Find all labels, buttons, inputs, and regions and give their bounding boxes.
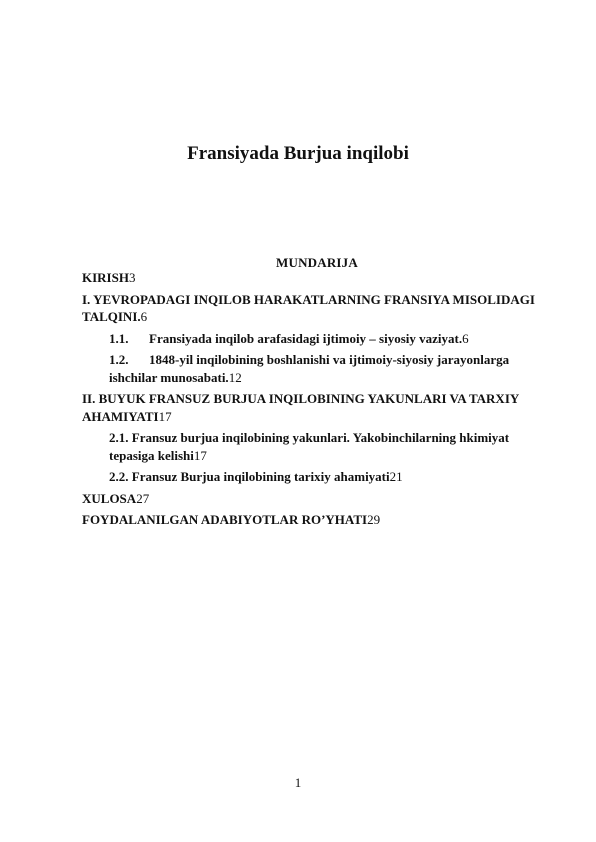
toc-entry-kirish[interactable]	[82, 269, 552, 287]
toc-entry-number: 1.1.	[109, 330, 129, 346]
toc-entry-section-1-1[interactable]	[82, 330, 552, 348]
toc-entry-page: 21	[389, 469, 403, 484]
toc-entry-title: FOYDALANILGAN ADABIYOTLAR RO’YHATI	[82, 512, 368, 527]
toc-entry-chapter-2[interactable]	[82, 390, 552, 425]
toc-entry-section-2-1[interactable]	[82, 429, 552, 464]
toc-entry-xulosa[interactable]	[82, 490, 552, 508]
toc-entry-page: 27	[136, 490, 150, 506]
toc-entry-page: 29	[367, 512, 381, 527]
toc-entry-page: 12	[228, 369, 242, 385]
toc-entry-number: 1.2.	[109, 352, 129, 367]
toc-entry-title: II. BUYUK FRANSUZ BURJUA INQILOBINING YAKUNLARI VA TARXIY AHAMIYATI	[82, 391, 519, 424]
toc-entry-page: 3	[128, 270, 136, 285]
toc-entry-chapter-1[interactable]	[82, 291, 552, 326]
toc-entry-section-2-2[interactable]	[82, 468, 552, 486]
document-title: Fransiyada Burjua inqilobi	[187, 143, 409, 164]
toc-entry-title: Fransiyada inqilob arafasidagi ijtimoiy – siyosiy vaziyat.	[149, 330, 463, 346]
toc-entry-adabiyotlar[interactable]	[82, 511, 552, 529]
toc-entry-page: 6	[140, 309, 148, 324]
toc-entry-title: 1848-yil inqilobining boshlanishi va ijtimoiy-siyosiy jarayonlarga ishchilar munosabati.	[109, 352, 510, 385]
toc-entry-page: 17	[193, 447, 207, 463]
toc-entry-title: 2.1. Fransuz burjua inqilobining yakunlari. Yakobinchilarning hkimiyat tepasiga kelishi	[109, 430, 510, 463]
toc-entry-section-1-2[interactable]	[82, 351, 552, 386]
toc-heading: MUNDARIJA	[276, 255, 358, 270]
toc-entry-title: XULOSA	[82, 490, 137, 506]
toc-entry-page: 6	[462, 330, 469, 346]
toc-entry-title: I. YEVROPADAGI INQILOB HARAKATLARNING FRANSIYA MISOLIDAGI TALQINI.	[82, 291, 535, 324]
toc-entry-title: 2.2. Fransuz Burjua inqilobining tarixiy ahamiyati	[109, 469, 390, 484]
table-of-contents	[82, 269, 552, 533]
page-number: 1	[294, 775, 302, 790]
toc-entry-title: KIRISH	[82, 270, 129, 285]
toc-entry-page: 17	[158, 408, 172, 424]
